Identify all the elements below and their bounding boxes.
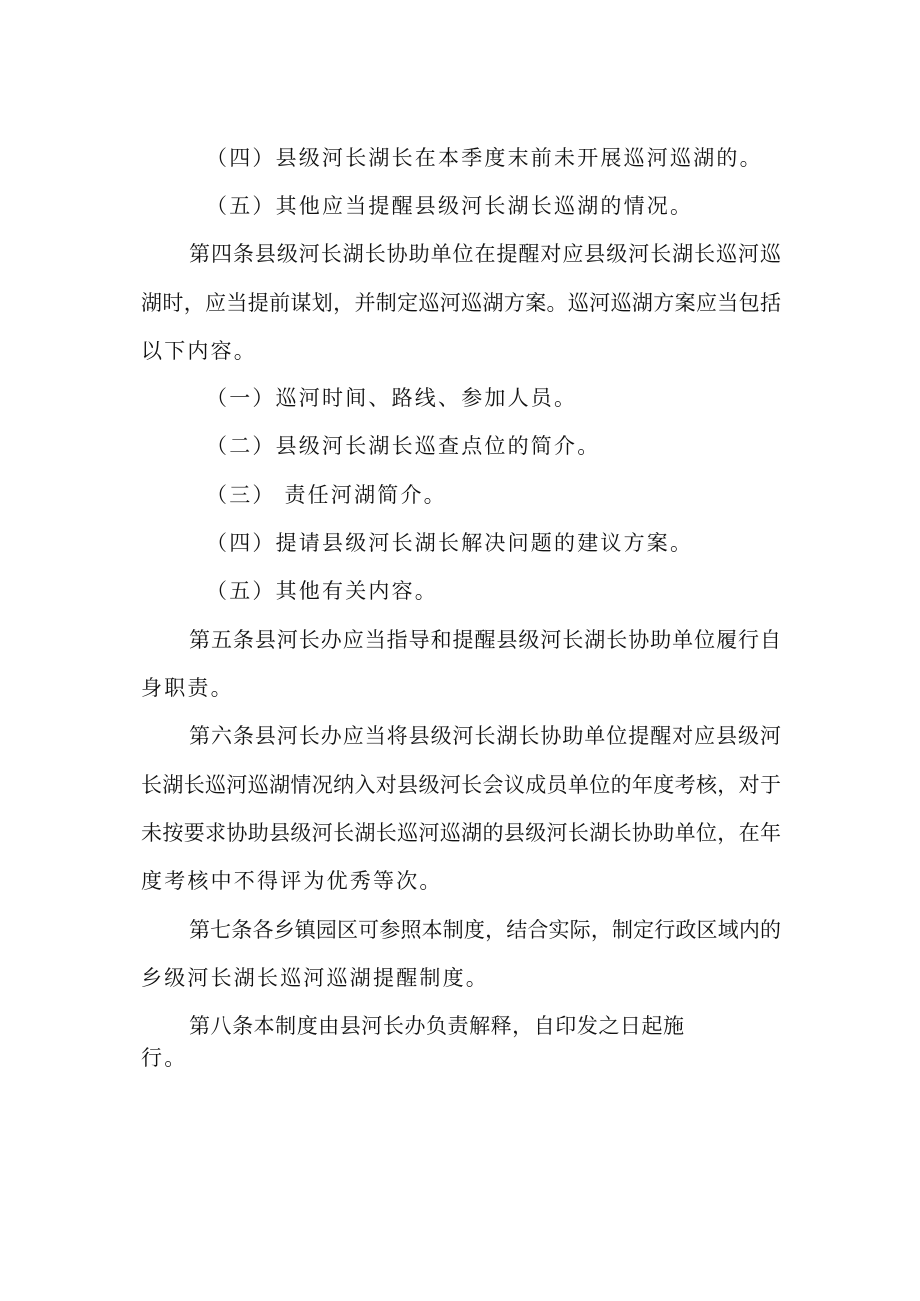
text-line: 第五条县河长办应当指导和提醒县级河长湖长协助单位履行自 xyxy=(189,628,781,652)
text-line: 长湖长巡河巡湖情况纳入对县级河长会议成员单位的年度考核，对于 xyxy=(141,773,781,797)
text-line: 第七条各乡镇园区可参照本制度，结合实际，制定行政区域内的 xyxy=(189,918,781,942)
text-line: （一）巡河时间、路线、参加人员。 xyxy=(206,386,578,410)
text-line: 以下内容。 xyxy=(141,339,257,363)
text-line: 第六条县河长办应当将县级河长湖长协助单位提醒对应县级河 xyxy=(189,724,781,748)
text-line: 度考核中不得评为优秀等次。 xyxy=(141,869,443,893)
text-line: 未按要求协助县级河长湖长巡河巡湖的县级河长湖长协助单位，在年 xyxy=(141,821,781,845)
text-line: 湖时，应当提前谋划，并制定巡河巡湖方案。巡河巡湖方案应当包括 xyxy=(141,291,781,315)
text-line: （五）其他应当提醒县级河长湖长巡湖的情况。 xyxy=(206,194,694,218)
text-line: （三） 责任河湖简介。 xyxy=(206,483,447,507)
text-line: （二）县级河长湖长巡查点位的简介。 xyxy=(206,434,601,458)
text-line: （五）其他有关内容。 xyxy=(206,579,438,603)
text-line: （四）提请县级河长湖长解决问题的建议方案。 xyxy=(206,531,694,555)
text-line: 第八条本制度由县河长办负责解释，自印发之日起施 xyxy=(189,1014,684,1038)
text-line: 第四条县级河长湖长协助单位在提醒对应县级河长湖长巡河巡 xyxy=(189,242,781,266)
text-line: 行。 xyxy=(141,1046,188,1070)
text-line: （四）县级河长湖长在本季度末前未开展巡河巡湖的。 xyxy=(206,146,763,170)
text-line: 乡级河长湖长巡河巡湖提醒制度。 xyxy=(141,966,489,990)
text-line: 身职责。 xyxy=(141,676,234,700)
